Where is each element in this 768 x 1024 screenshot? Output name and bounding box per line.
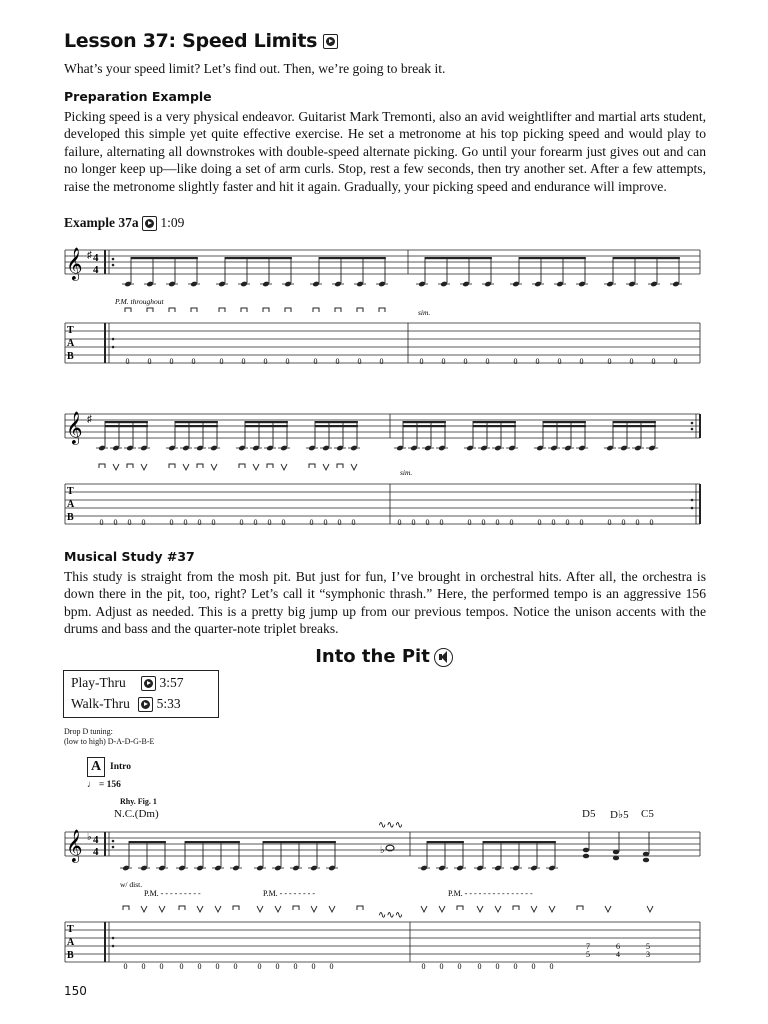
upstroke (281, 464, 287, 470)
upstroke (531, 906, 537, 912)
beam (613, 421, 656, 423)
tab-fret: 0 (481, 518, 486, 527)
tab-fret: 0 (397, 518, 402, 527)
tab-letter: T (67, 325, 74, 336)
tab-letter: A (67, 937, 75, 948)
downstroke (233, 906, 239, 910)
upstroke (647, 906, 653, 912)
tab-fret: 0 (565, 518, 570, 527)
repeat-dot (112, 264, 115, 267)
tab-fret: 0 (257, 962, 262, 971)
tab-fret: 0 (635, 518, 640, 527)
beam (105, 425, 148, 427)
upstroke (351, 464, 357, 470)
lesson-intro: What’s your speed limit? Let’s find out. Then, we’re going to break it. (64, 61, 446, 76)
pm-line: P.M. - - - - - - - - - - - - - - - (448, 889, 533, 898)
walk-thru-time: 5:33 (156, 696, 181, 711)
downstroke (219, 308, 225, 312)
downstroke (123, 906, 129, 910)
tab-fret: 0 (649, 518, 654, 527)
time-sig: 4 (93, 252, 99, 264)
upstroke (141, 906, 147, 912)
tab-fret: 5 (646, 942, 650, 951)
play-thru-time: 3:57 (159, 675, 184, 690)
flat-accidental: ♭ (380, 845, 385, 856)
audio-track-box (63, 670, 219, 718)
beam (319, 257, 386, 259)
downstroke (357, 906, 363, 910)
tab-fret: 0 (323, 518, 328, 527)
tab-fret: 0 (629, 357, 634, 366)
notation-system-2 (60, 404, 710, 534)
rhythm-figure-label: Rhy. Fig. 1 (120, 797, 157, 806)
tab-fret: 0 (495, 518, 500, 527)
tab-fret: 0 (313, 357, 318, 366)
beam (473, 421, 516, 423)
tab-fret: 0 (311, 962, 316, 971)
tab-fret: 0 (99, 518, 104, 527)
upstroke (329, 906, 335, 912)
time-sig: 4 (93, 264, 99, 276)
tab-fret: 0 (337, 518, 342, 527)
beam (483, 841, 556, 843)
beam (225, 257, 292, 259)
beam (473, 425, 516, 427)
tab-letter: B (67, 351, 74, 362)
tab-fret: 6 (616, 942, 620, 951)
tab-fret: 3 (646, 950, 650, 959)
tab-fret: 0 (513, 962, 518, 971)
downstroke (127, 464, 133, 468)
tab-fret: 0 (211, 518, 216, 527)
example-time: 1:09 (160, 215, 185, 230)
upstroke (275, 906, 281, 912)
notation-system-1 (60, 238, 710, 368)
beam (543, 421, 586, 423)
key-signature: ♯ (87, 250, 92, 261)
treble-clef: 𝄞 (66, 249, 83, 280)
tab-fret: 0 (263, 357, 268, 366)
repeat-dot (691, 422, 694, 425)
repeat-dot (112, 338, 115, 341)
tab-fret: 0 (421, 962, 426, 971)
sim-label-1: sim. (418, 308, 431, 317)
pm-line: P.M. - - - - - - - - (263, 889, 315, 898)
vibrato-mark: ∿∿∿ (378, 910, 404, 921)
tab-fret: 0 (579, 357, 584, 366)
tab-fret: 0 (293, 962, 298, 971)
study-body: This study is straight from the mosh pit. But just for fun, I’ve brought in orchestral hits. After all, the orchestra is down there in the pit, too, right? Let’s call it “symphonic thrash.” Here, the performed tempo is an aggressive 156 bpm. Adjust as needed. This is a pretty big jump up from our previous tempos. Notice the unison accents with the drums and bass and the quarter-note triplet breaks. (64, 569, 706, 637)
beam (427, 841, 464, 843)
preparation-heading: Preparation Example (64, 89, 212, 104)
song-title: Into the Pit (315, 646, 430, 667)
beam (403, 421, 446, 423)
downstroke (313, 308, 319, 312)
tab-letter: B (67, 512, 74, 523)
downstroke (335, 308, 341, 312)
with-distortion-label: w/ dist. (120, 880, 143, 889)
tab-fret: 0 (159, 962, 164, 971)
tab-fret: 0 (411, 518, 416, 527)
tab-fret: 0 (485, 357, 490, 366)
beam (175, 421, 218, 423)
key-signature: ♭ (87, 832, 92, 843)
upstroke (113, 464, 119, 470)
upstroke (211, 464, 217, 470)
tab-fret: 0 (537, 518, 542, 527)
downstroke (357, 308, 363, 312)
tab-fret: 5 (586, 950, 590, 959)
tab-fret: 0 (141, 962, 146, 971)
tab-fret: 0 (127, 518, 132, 527)
tab-fret: 0 (509, 518, 514, 527)
repeat-dot (112, 846, 115, 849)
tab-fret: 0 (147, 357, 152, 366)
downstroke (379, 308, 385, 312)
tab-fret: 0 (123, 962, 128, 971)
tab-fret: 0 (335, 357, 340, 366)
tab-fret: 0 (495, 962, 500, 971)
page-number: 150 (64, 984, 87, 998)
tab-fret: 0 (141, 518, 146, 527)
tab-fret: 0 (239, 518, 244, 527)
upstroke (477, 906, 483, 912)
tab-fret: 0 (463, 357, 468, 366)
tab-letter: T (67, 486, 74, 497)
treble-clef: 𝄞 (66, 413, 83, 444)
tab-fret: 0 (457, 962, 462, 971)
tab-fret: 0 (357, 357, 362, 366)
downstroke (457, 906, 463, 910)
tab-fret: 0 (219, 357, 224, 366)
tab-fret: 0 (439, 962, 444, 971)
repeat-dot (691, 499, 694, 502)
tab-fret: 4 (616, 950, 620, 959)
lesson-title: Lesson 37: Speed Limits (64, 30, 338, 52)
time-sig: 4 (93, 846, 99, 858)
downstroke (99, 464, 105, 468)
tuning-info (64, 727, 154, 747)
chord-notehead (583, 848, 589, 853)
tab-fret: 0 (169, 357, 174, 366)
walk-thru-label: Walk-Thru (71, 696, 130, 711)
beam (613, 425, 656, 427)
repeat-dot (691, 428, 694, 431)
audio-speaker-icon[interactable] (434, 648, 453, 667)
tab-fret: 7 (586, 942, 590, 951)
tab-fret: 0 (467, 518, 472, 527)
sim-label-2: sim. (400, 468, 413, 477)
repeat-dot (112, 258, 115, 261)
upstroke (495, 906, 501, 912)
downstroke (147, 308, 153, 312)
tab-fret: 0 (281, 518, 286, 527)
upstroke (159, 906, 165, 912)
pm-throughout-label: P.M. throughout (115, 297, 164, 306)
tab-fret: 0 (579, 518, 584, 527)
tab-letter: B (67, 950, 74, 961)
tab-fret: 0 (513, 357, 518, 366)
tab-fret: 0 (125, 357, 130, 366)
beam (185, 841, 240, 843)
chord-notehead (613, 850, 619, 855)
beam (315, 425, 358, 427)
tempo-value: = 156 (98, 780, 121, 790)
tab-fret: 0 (551, 518, 556, 527)
downstroke (125, 308, 131, 312)
downstroke (191, 308, 197, 312)
nc-chord-label: N.C.(Dm) (114, 808, 159, 820)
upstroke (257, 906, 263, 912)
beam (613, 257, 680, 259)
play-thru-icon[interactable] (141, 676, 156, 691)
beam (315, 421, 358, 423)
beam (519, 257, 586, 259)
downstroke (337, 464, 343, 468)
tab-fret: 0 (651, 357, 656, 366)
tab-fret: 0 (179, 962, 184, 971)
chord-db5: D♭5 (610, 809, 629, 821)
key-signature: ♯ (87, 414, 92, 425)
beam (105, 421, 148, 423)
section-name: Intro (110, 762, 131, 772)
example-label: Example 37a (64, 215, 139, 230)
upstroke (421, 906, 427, 912)
tab-fret: 0 (531, 962, 536, 971)
tab-fret: 0 (233, 962, 238, 971)
downstroke (179, 906, 185, 910)
notation-system-3 (60, 820, 710, 980)
tab-fret: 0 (379, 357, 384, 366)
downstroke (197, 464, 203, 468)
downstroke (169, 308, 175, 312)
example-label-row (64, 215, 184, 231)
play-thru-label: Play-Thru (71, 675, 126, 690)
walk-thru-icon[interactable] (138, 697, 153, 712)
chord-notehead (643, 858, 649, 863)
repeat-dot (691, 507, 694, 510)
tab-fret: 0 (441, 357, 446, 366)
tab-fret: 0 (329, 962, 334, 971)
tab-fret: 0 (309, 518, 314, 527)
tab-fret: 0 (215, 962, 220, 971)
repeat-dot (112, 937, 115, 940)
vibrato-mark: ∿∿∿ (378, 820, 404, 831)
repeat-dot (112, 346, 115, 349)
tab-fret: 0 (621, 518, 626, 527)
tab-fret: 0 (191, 357, 196, 366)
tab-fret: 0 (351, 518, 356, 527)
downstroke (577, 906, 583, 910)
tab-fret: 0 (439, 518, 444, 527)
tuning-line-1: Drop D tuning: (64, 727, 113, 736)
upstroke (197, 906, 203, 912)
downstroke (169, 464, 175, 468)
chord-notehead (583, 854, 589, 859)
upstroke (549, 906, 555, 912)
time-sig: 4 (93, 834, 99, 846)
beam (263, 841, 336, 843)
upstroke (215, 906, 221, 912)
beam (131, 257, 198, 259)
beam (129, 841, 166, 843)
tab-fret: 0 (197, 518, 202, 527)
tab-fret: 0 (241, 357, 246, 366)
study-heading: Musical Study #37 (64, 549, 195, 564)
tab-fret: 0 (535, 357, 540, 366)
tab-fret: 0 (113, 518, 118, 527)
tempo-marking: ♩ = 156 (87, 780, 121, 790)
tab-letter: A (67, 499, 75, 510)
tab-fret: 0 (183, 518, 188, 527)
upstroke (605, 906, 611, 912)
downstroke (285, 308, 291, 312)
downstroke (239, 464, 245, 468)
tab-fret: 0 (253, 518, 258, 527)
downstroke (267, 464, 273, 468)
chord-notehead (613, 856, 619, 861)
tab-fret: 0 (477, 962, 482, 971)
tab-fret: 0 (425, 518, 430, 527)
beam (245, 421, 288, 423)
downstroke (241, 308, 247, 312)
upstroke (323, 464, 329, 470)
downstroke (263, 308, 269, 312)
tuning-line-2: (low to high) D-A-D-G-B-E (64, 737, 155, 746)
song-title-row (0, 646, 768, 667)
upstroke (183, 464, 189, 470)
upstroke (439, 906, 445, 912)
walk-thru-row[interactable] (71, 696, 181, 712)
downstroke (309, 464, 315, 468)
beam (425, 257, 492, 259)
upstroke (141, 464, 147, 470)
play-video-icon[interactable] (323, 34, 338, 49)
upstroke (311, 906, 317, 912)
tab-fret: 0 (169, 518, 174, 527)
tab-fret: 0 (673, 357, 678, 366)
tab-fret: 0 (557, 357, 562, 366)
tab-fret: 0 (549, 962, 554, 971)
downstroke (513, 906, 519, 910)
tab-fret: 0 (607, 357, 612, 366)
chord-notehead (643, 852, 649, 857)
repeat-dot (112, 945, 115, 948)
beam (403, 425, 446, 427)
downstroke (293, 906, 299, 910)
beam (543, 425, 586, 427)
tab-fret: 0 (197, 962, 202, 971)
tab-letter: T (67, 924, 74, 935)
tab-fret: 0 (285, 357, 290, 366)
chord-d5: D5 (582, 808, 596, 820)
tab-fret: 0 (419, 357, 424, 366)
play-thru-row[interactable] (71, 675, 184, 691)
beam (175, 425, 218, 427)
upstroke (253, 464, 259, 470)
play-example-icon[interactable] (142, 216, 157, 231)
preparation-body: Picking speed is a very physical endeavor. Guitarist Mark Tremonti, also an avid weightlifter and martial arts student, developed this simple yet quite effective exercise. He set a metronome at his top picking speed and would play to failure, alternating all downstrokes with double-speed alternate picking. Go until your forearm just gives out and can no longer keep up—like doing a set of arm curls. Stop, rest a few seconds, then try another set. After a few attempts, raise the metronome slightly faster and hit it again. Gradually, your picking speed and endurance will improve. (64, 109, 706, 194)
section-letter-box: A (87, 757, 105, 777)
repeat-dot (112, 840, 115, 843)
treble-clef: 𝄞 (66, 831, 83, 862)
tab-fret: 0 (267, 518, 272, 527)
tab-letter: A (67, 338, 75, 349)
beam (245, 425, 288, 427)
chord-c5: C5 (641, 808, 654, 820)
pm-line: P.M. - - - - - - - - - (144, 889, 201, 898)
tab-fret: 0 (275, 962, 280, 971)
tab-fret: 0 (607, 518, 612, 527)
